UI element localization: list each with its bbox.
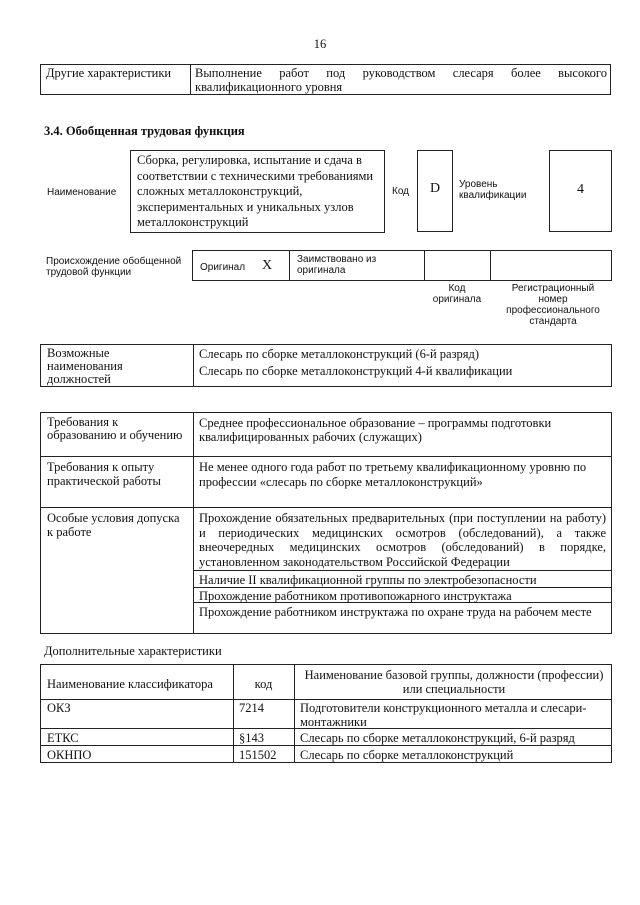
condition-item: Прохождение обязательных предварительных (при поступлении на работу) и периодических медицинских осмотров (обследований), а также внеочередных медицинских осмотров (обследований) в порядке, установленном законодательством Российской Федерации [199, 511, 606, 569]
specialty-cell: Слесарь по сборке металлоконструкций, 6-й разряд [300, 731, 575, 745]
page-number: 16 [313, 37, 327, 51]
code-cell: 7214 [239, 701, 264, 715]
classifier-cell: ОКНПО [47, 748, 92, 762]
experience-value: Не менее одного года работ по третьему квалификационному уровню по профессии «слесарь по сборке металлоконструкций» [199, 460, 587, 489]
borrowed-label: Заимствовано из оригинала [297, 254, 377, 276]
section-title: 3.4. Обобщенная трудовая функция [44, 124, 245, 138]
original-mark: X [262, 258, 273, 273]
position-item: Слесарь по сборке металлоконструкций (6-й разряд) [199, 347, 480, 361]
conditions-label: Особые условия допуска к работе [47, 511, 180, 539]
name-label: Наименование [47, 187, 117, 198]
code-value: D [429, 181, 441, 196]
classifier-header: Наименование классификатора [47, 677, 213, 691]
original-label: Оригинал [200, 262, 246, 273]
code-cell: 151502 [239, 748, 277, 762]
code-original-label: Код оригинала [432, 283, 482, 305]
code-cell: §143 [239, 731, 264, 745]
positions-label: Возможные наименования должностей [47, 346, 123, 386]
position-item: Слесарь по сборке металлоконструкций 4-й квалификации [199, 364, 513, 378]
specialty-cell: Слесарь по сборке металлоконструкций [300, 748, 514, 762]
specialty-header: Наименование базовой группы, должности (профессии) или специальности [304, 668, 604, 696]
code-header: код [254, 677, 273, 691]
function-name-value: Сборка, регулировка, испытание и сдача в соответствии с техническими требованиями сложных металлоконструкций, экспериментальных и уникальных узлов металлоконструкций [137, 153, 374, 229]
condition-item: Прохождение работником инструктажа по охране труда на рабочем месте [199, 605, 592, 619]
specialty-cell: Подготовители конструкционного металла и слесари-монтажники [300, 701, 587, 729]
other-characteristics-value: Выполнение работ под руководством слесаря более высокого квалификационного уровня [195, 66, 607, 94]
classifier-cell: ЕТКС [47, 731, 79, 745]
other-characteristics-label: Другие характеристики [46, 66, 172, 80]
additional-heading: Дополнительные характеристики [44, 644, 222, 658]
reg-number-label: Регистрационный номер профессионального стандарта [506, 283, 600, 327]
condition-item: Прохождение работником противопожарного инструктажа [199, 589, 512, 603]
experience-label: Требования к опыту практической работы [47, 460, 161, 488]
level-label: Уровень квалификации [459, 179, 527, 201]
origin-label: Происхождение обобщенной трудовой функции [46, 256, 182, 278]
education-value: Среднее профессиональное образование – программы подготовки квалифицированных рабочих (служащих) [199, 416, 552, 444]
education-label: Требования к образованию и обучению [47, 415, 183, 442]
code-label: Код [392, 186, 410, 197]
level-value: 4 [577, 182, 584, 197]
condition-item: Наличие II квалификационной группы по электробезопасности [199, 573, 537, 587]
classifier-cell: ОКЗ [47, 701, 71, 715]
